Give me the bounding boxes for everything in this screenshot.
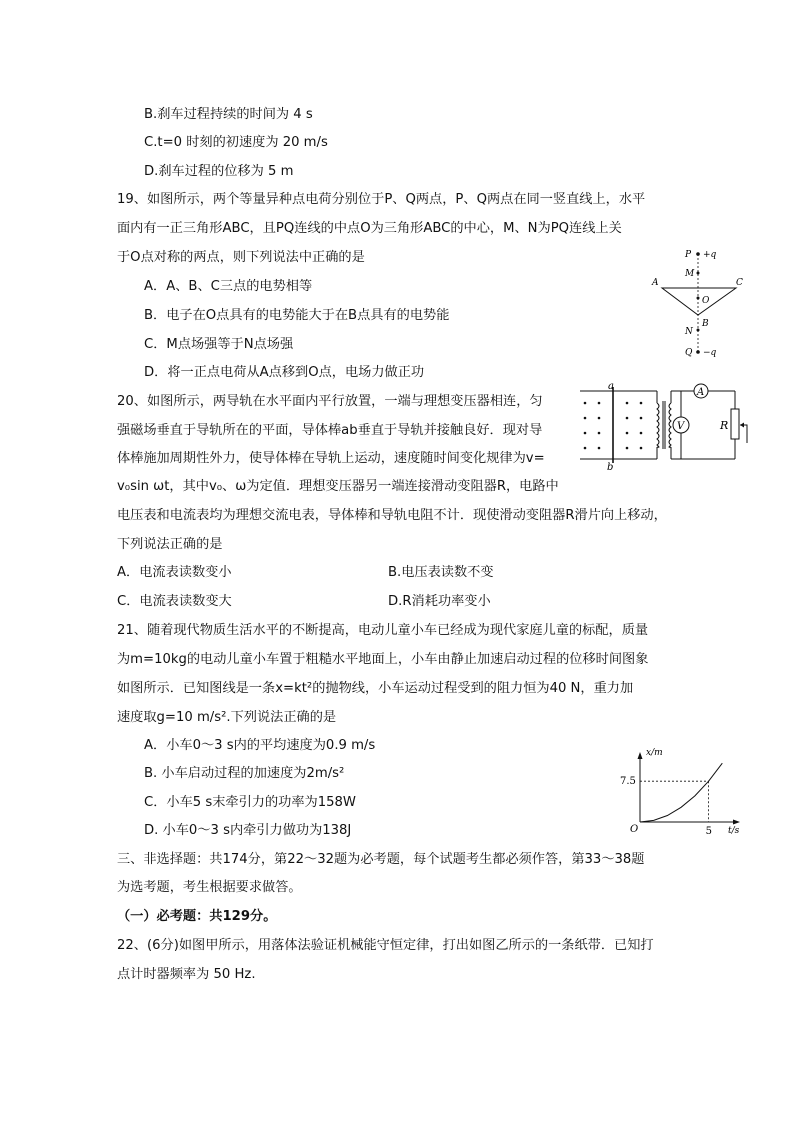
x-axis-label: t/s bbox=[728, 826, 740, 836]
q18-option-d: D.刹车过程的位移为 5 m bbox=[144, 164, 294, 179]
label-plus-q: +q bbox=[703, 250, 717, 260]
parabola-series-line bbox=[640, 763, 722, 822]
section3-subtitle: （一）必考题：共129分。 bbox=[117, 909, 277, 924]
q20-option-b: B.电压表读数不变 bbox=[388, 565, 494, 580]
transformer-circuit-figure bbox=[575, 383, 755, 471]
charges-triangle-figure bbox=[640, 240, 750, 365]
y-axis-label: x/m bbox=[646, 748, 663, 758]
y-tick-label: 7.5 bbox=[620, 776, 636, 788]
q22-stem-line2: 点计时器频率为 50 Hz. bbox=[117, 967, 256, 982]
label-b: B bbox=[702, 319, 709, 329]
ammeter-label: A bbox=[697, 387, 705, 398]
q21-stem-line2: 为m=10kg的电动儿童小车置于粗糙水平地面上，小车由静止加速启动过程的位移时间图象 bbox=[117, 652, 649, 667]
label-a: A bbox=[652, 278, 659, 288]
q21-stem-line1: 21、随着现代物质生活水平的不断提高，电动儿童小车已经成为现代家庭儿童的标配，质量 bbox=[117, 623, 649, 638]
label-o: O bbox=[702, 296, 710, 306]
q21-stem-line4: 速度取g=10 m/s².下列说法正确的是 bbox=[117, 710, 337, 725]
label-q: Q bbox=[685, 348, 693, 358]
q19-option-b: B．电子在O点具有的电势能大于在B点具有的电势能 bbox=[144, 308, 450, 323]
q19-stem-line2: 面内有一正三角形ABC，且PQ连线的中点O为三角形ABC的中心，M、N为PQ连线上关 bbox=[117, 221, 622, 236]
q21-option-d: D. 小车0～3 s内牵引力做功为138J bbox=[144, 823, 352, 838]
q22-stem-line1: 22、(6分)如图甲所示，用落体法验证机械能守恒定律，打出如图乙所示的一条纸带．已知打 bbox=[117, 938, 654, 953]
q20-option-a: A．电流表读数变小 bbox=[117, 565, 232, 580]
position-time-chart bbox=[618, 744, 748, 836]
label-minus-q: −q bbox=[703, 348, 717, 358]
q19-stem-line3: 于O点对称的两点，则下列说法中正确的是 bbox=[117, 250, 365, 265]
q20-stem-line5: 电压表和电流表均为理想交流电表，导体棒和导轨电阻不计．现使滑动变阻器R滑片向上移动， bbox=[117, 508, 667, 523]
q20-stem-line1: 20、如图所示，两导轨在水平面内平行放置，一端与理想变压器相连，匀 bbox=[117, 394, 543, 409]
section3-line1: 三、非选择题：共174分，第22～32题为必考题，每个试题考生都必须作答，第33～38题 bbox=[117, 852, 645, 867]
q20-stem-line4: v₀sin ωt，其中v₀、ω为定值．理想变压器另一端连接滑动变阻器R，电路中 bbox=[117, 479, 559, 494]
q20-stem-line2: 强磁场垂直于导轨所在的平面，导体棒ab垂直于导轨并接触良好．现对导 bbox=[117, 423, 543, 438]
origin-label: O bbox=[630, 824, 639, 835]
q21-option-c: C．小车5 s末牵引力的功率为158W bbox=[144, 795, 356, 810]
q18-option-c: C.t=0 时刻的初速度为 20 m/s bbox=[144, 135, 328, 150]
label-a-rod: a bbox=[608, 383, 614, 392]
section3-line2: 为选考题，考生根据要求做答。 bbox=[117, 880, 302, 895]
q19-stem-line1: 19、如图所示，两个等量异种点电荷分别位于P、Q两点，P、Q两点在同一竖直线上，水平 bbox=[117, 192, 646, 207]
label-n: N bbox=[685, 327, 693, 337]
q18-option-b: B.刹车过程持续的时间为 4 s bbox=[144, 107, 313, 122]
q20-stem-line3: 体棒施加周期性外力，使导体棒在导轨上运动，速度随时间变化规律为v= bbox=[117, 451, 545, 466]
q21-option-b: B. 小车启动过程的加速度为2m/s² bbox=[144, 766, 345, 781]
y-axis-arrow bbox=[638, 752, 643, 759]
q19-option-d: D．将一正点电荷从A点移到O点，电场力做正功 bbox=[144, 365, 425, 380]
resistor-label: R bbox=[720, 419, 729, 432]
q19-option-a: A．A、B、C三点的电势相等 bbox=[144, 279, 313, 294]
voltmeter-label: V bbox=[677, 421, 685, 432]
q20-stem-line6: 下列说法正确的是 bbox=[117, 537, 223, 552]
label-b-rod: b bbox=[607, 462, 614, 471]
label-p: P bbox=[685, 250, 692, 260]
x-axis-arrow bbox=[733, 820, 740, 825]
label-m: M bbox=[685, 269, 695, 279]
q21-option-a: A．小车0～3 s内的平均速度为0.9 m/s bbox=[144, 738, 376, 753]
q21-stem-line3: 如图所示．已知图线是一条x=kt²的抛物线，小车运动过程受到的阻力恒为40 N，重力加 bbox=[117, 681, 634, 696]
label-c: C bbox=[736, 278, 743, 288]
q20-option-c: C．电流表读数变大 bbox=[117, 594, 232, 609]
q20-option-d: D.R消耗功率变小 bbox=[388, 594, 491, 609]
x-tick-label: 5 bbox=[705, 826, 712, 836]
q19-option-c: C．M点场强等于N点场强 bbox=[144, 337, 294, 352]
